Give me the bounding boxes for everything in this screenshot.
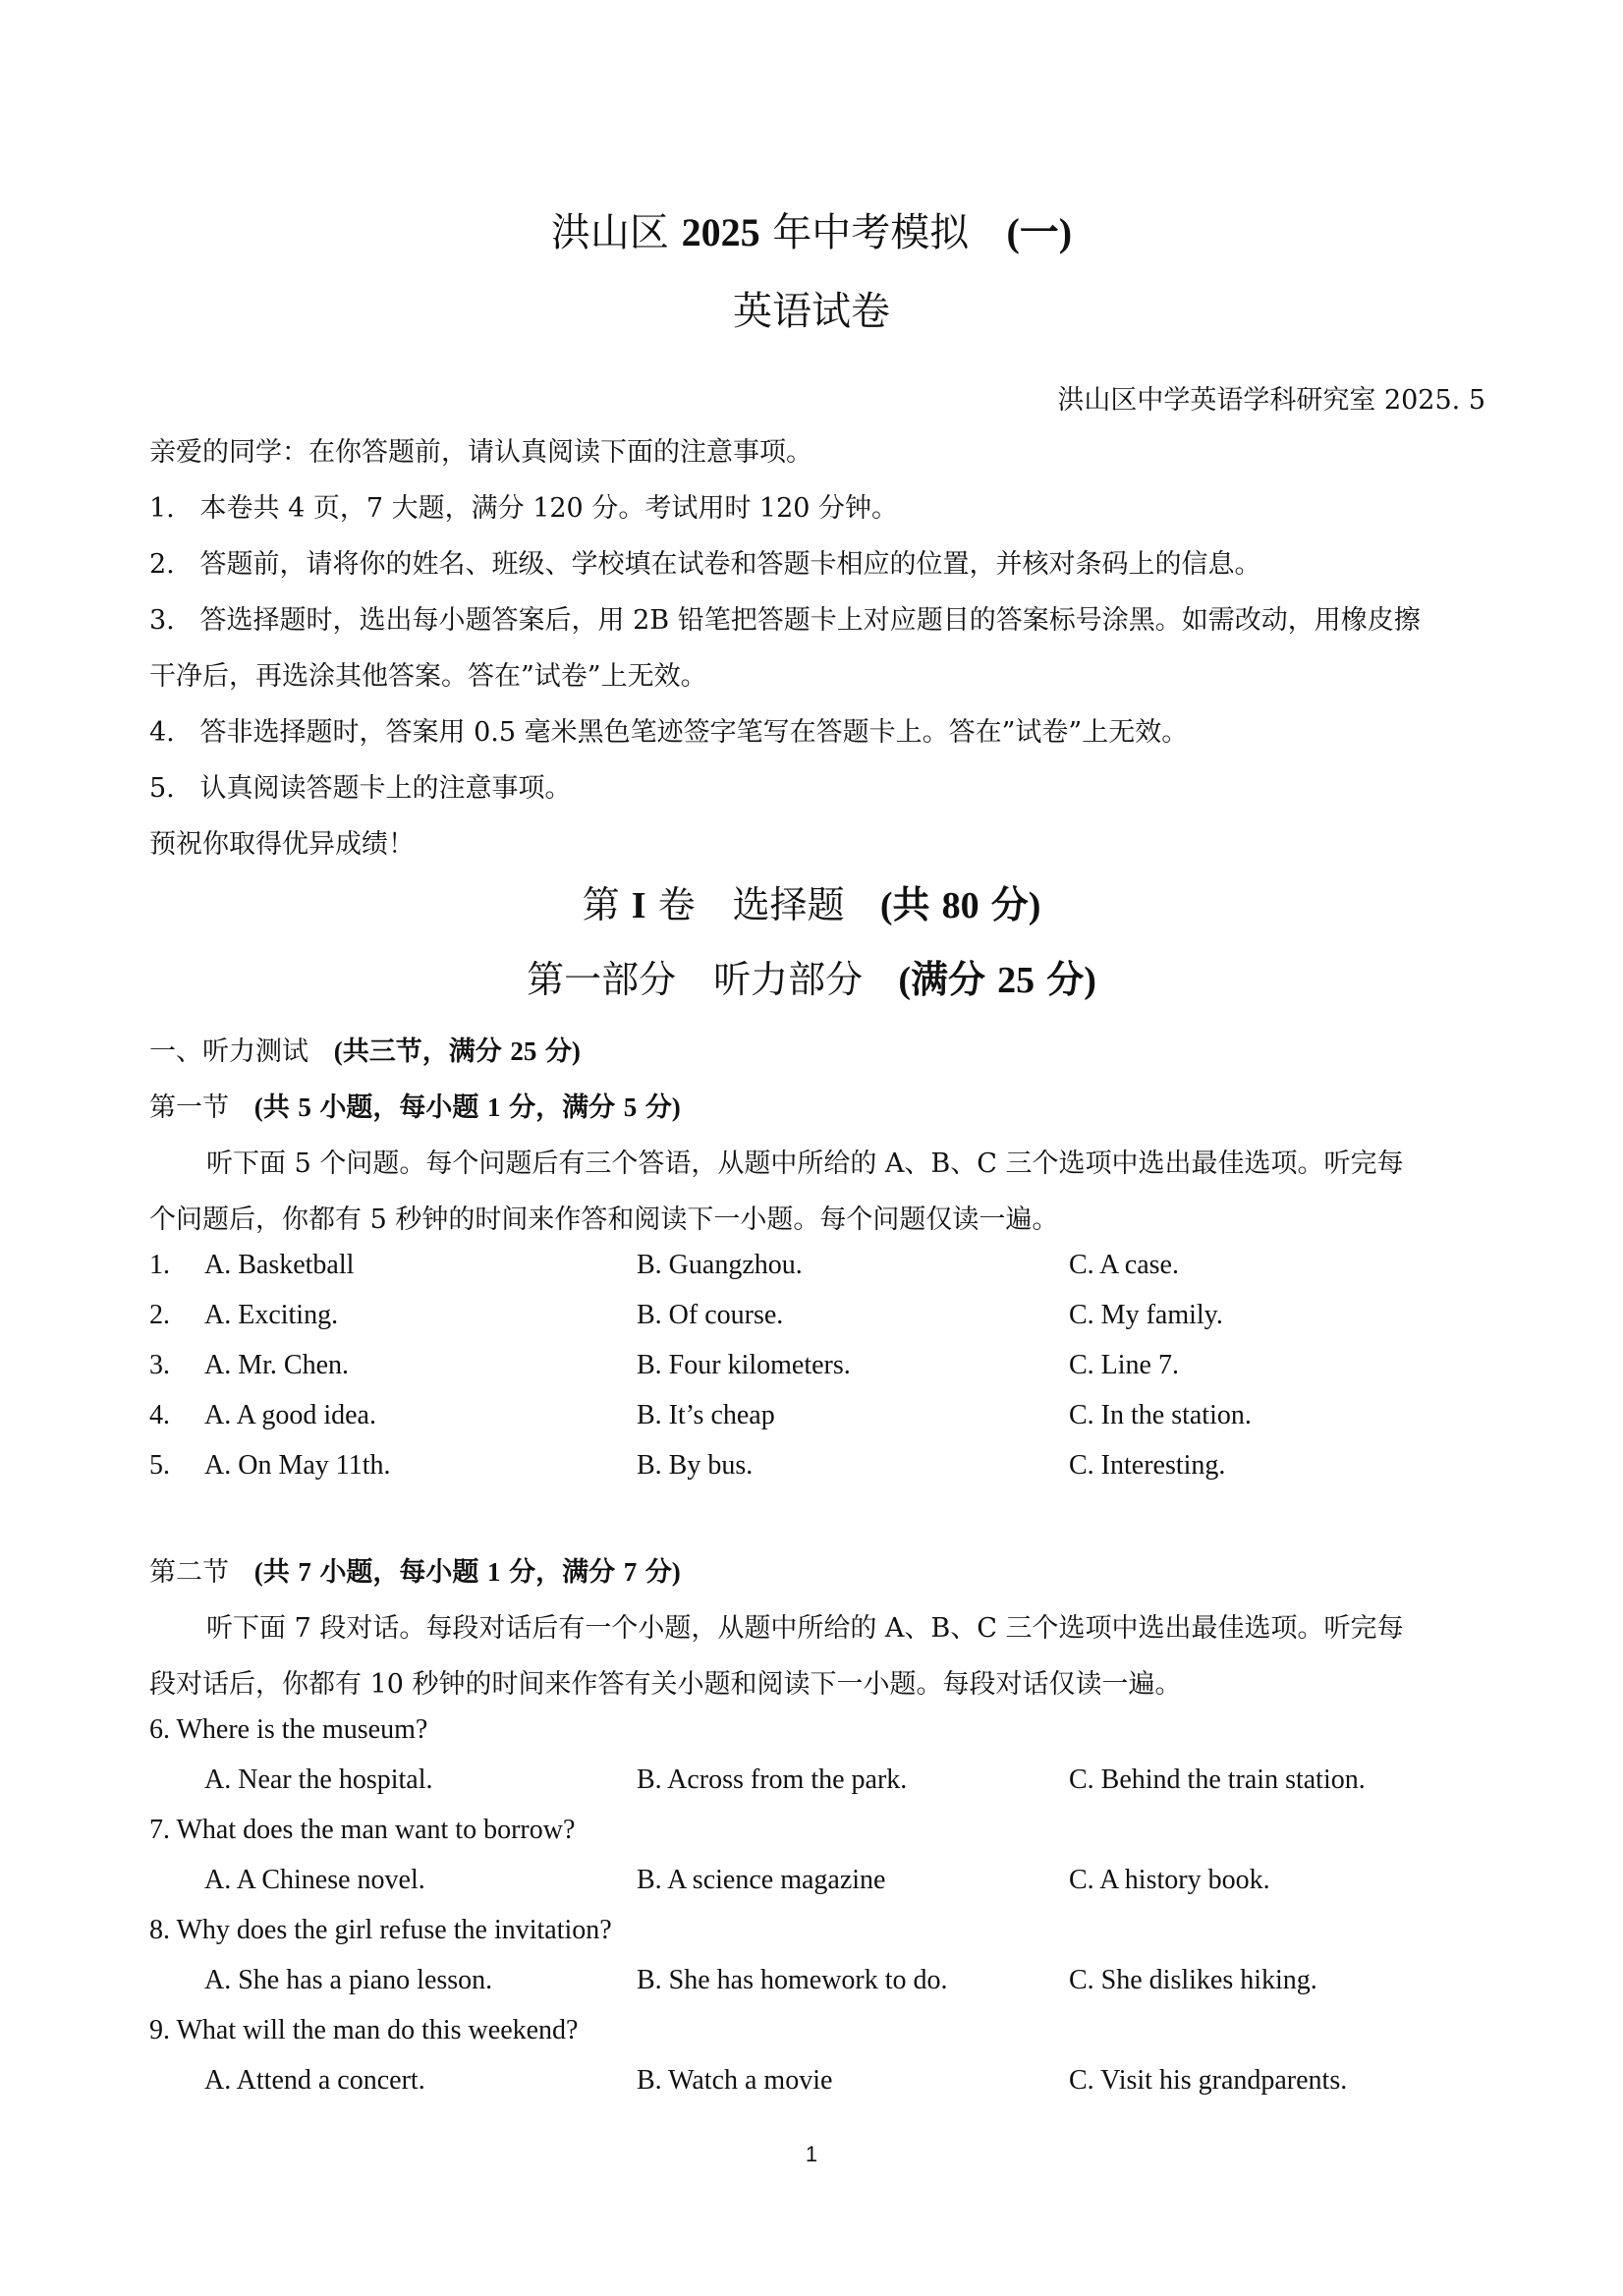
volume-title-b: I bbox=[631, 885, 646, 926]
option-c: C. My family. bbox=[1069, 1300, 1223, 1330]
notice-item bbox=[149, 542, 1261, 581]
notice-item-continued bbox=[149, 654, 707, 693]
section2-heading-d: 小题，每小题 bbox=[319, 1557, 479, 1587]
option-b: B. Watch a movie bbox=[637, 2065, 833, 2096]
option-a: A. Near the hospital. bbox=[204, 1764, 433, 1795]
option-a: A. Basketball bbox=[204, 1250, 355, 1280]
part-title-b: (满分 bbox=[898, 960, 986, 1001]
question-number: 5. bbox=[149, 1450, 170, 1481]
section1-heading-g: 5 bbox=[623, 1092, 638, 1122]
part-title-c: 25 bbox=[997, 960, 1035, 1001]
notice-text: 本卷共 4 页，7 大题，满分 120 分。考试用时 120 分钟。 bbox=[199, 493, 899, 524]
notice-text: 答非选择题时，答案用 0.5 毫米黑色笔迹签字笔写在答题卡上。答在”试卷”上无效。 bbox=[199, 717, 1189, 748]
section2-instruction: 段对话后，你都有 10 秒钟的时间来作答有关小题和阅读下一小题。每段对话仅读一遍。 bbox=[149, 1669, 1182, 1700]
section2-heading-b: (共 bbox=[253, 1557, 290, 1587]
option-c: C. She dislikes hiking. bbox=[1069, 1965, 1317, 1995]
option-a: A. On May 11th. bbox=[204, 1450, 391, 1481]
notice-text: 答选择题时，选出每小题答案后，用 2B 铅笔把答题卡上对应题目的答案标号涂黑。如需改动，用橡皮擦 bbox=[199, 605, 1421, 636]
section2-heading-h: 分) bbox=[644, 1557, 681, 1587]
section2-instruction: 听下面 7 段对话。每段对话后有一个小题，从题中所给的 A、B、C 三个选项中选出最佳选项。听完每 bbox=[206, 1613, 1404, 1644]
option-b: B. By bus. bbox=[637, 1450, 754, 1481]
volume-title-a: 第 bbox=[582, 883, 620, 926]
option-c: C. A case. bbox=[1069, 1250, 1179, 1280]
part-title-a: 第一部分 听力部分 bbox=[527, 958, 864, 1001]
part-heading bbox=[0, 949, 1623, 1003]
exam-subtitle: 英语试卷 bbox=[733, 289, 890, 334]
listening-heading-b: (共三节，满分 bbox=[333, 1036, 502, 1066]
notice-wish: 预祝你取得优异成绩！ bbox=[149, 829, 415, 860]
section1-heading-f: 分，满分 bbox=[509, 1092, 616, 1122]
notice-item bbox=[149, 710, 1188, 749]
section2-heading bbox=[149, 1550, 681, 1589]
question-number: 3. bbox=[149, 1350, 170, 1380]
section2-heading-g: 7 bbox=[623, 1557, 638, 1587]
part-title-d: 分) bbox=[1046, 960, 1096, 1001]
option-c: C. In the station. bbox=[1069, 1400, 1252, 1430]
page-number: 1 bbox=[805, 2142, 818, 2166]
option-c: C. Visit his grandparents. bbox=[1069, 2065, 1348, 2096]
question-stem: 9. What will the man do this weekend? bbox=[149, 2015, 579, 2045]
section1-heading-a: 第一节 bbox=[149, 1092, 229, 1123]
question-number: 4. bbox=[149, 1400, 170, 1430]
notice-text: 干净后，再选涂其他答案。答在”试卷”上无效。 bbox=[149, 661, 707, 692]
title-prefix: 洪山区 bbox=[550, 210, 669, 255]
section1-heading bbox=[149, 1086, 681, 1124]
section1-heading-b: (共 bbox=[253, 1092, 290, 1122]
notice-number: 5. bbox=[149, 773, 175, 804]
option-b: B. She has homework to do. bbox=[637, 1965, 948, 1995]
section1-instruction: 听下面 5 个问题。每个问题后有三个答语，从题中所给的 A、B、C 三个选项中选出最佳选项。听完每 bbox=[206, 1148, 1404, 1179]
option-a: A. A good idea. bbox=[204, 1400, 376, 1430]
section2-heading-a: 第二节 bbox=[149, 1557, 229, 1588]
question-stem: 8. Why does the girl refuse the invitation? bbox=[149, 1915, 612, 1945]
notice-item bbox=[149, 766, 572, 805]
option-a: A. She has a piano lesson. bbox=[204, 1965, 493, 1995]
volume-heading bbox=[0, 874, 1623, 928]
option-b: B. Of course. bbox=[637, 1300, 784, 1330]
option-b: B. Across from the park. bbox=[637, 1764, 908, 1795]
notice-number: 4. bbox=[149, 717, 175, 748]
option-c: C. Line 7. bbox=[1069, 1350, 1179, 1380]
notice-number: 2. bbox=[149, 549, 175, 580]
section1-heading-h: 分) bbox=[644, 1092, 681, 1122]
notice-text: 认真阅读答题卡上的注意事项。 bbox=[199, 773, 572, 804]
exam-title bbox=[0, 201, 1623, 257]
question-number: 2. bbox=[149, 1300, 170, 1330]
option-a: A. Mr. Chen. bbox=[204, 1350, 349, 1380]
notice-intro: 亲爱的同学：在你答题前，请认真阅读下面的注意事项。 bbox=[149, 437, 812, 468]
option-a: A. Exciting. bbox=[204, 1300, 339, 1330]
listening-heading-d: 分) bbox=[544, 1036, 581, 1066]
question-number: 1. bbox=[149, 1250, 170, 1280]
notice-item bbox=[149, 598, 1421, 637]
option-b: B. Four kilometers. bbox=[637, 1350, 851, 1380]
listening-heading bbox=[149, 1030, 581, 1068]
volume-title-f: 分) bbox=[990, 885, 1041, 926]
option-b: B. It’s cheap bbox=[637, 1400, 775, 1430]
section2-heading-f: 分，满分 bbox=[509, 1557, 616, 1587]
section2-heading-e: 1 bbox=[487, 1557, 501, 1587]
volume-title-e: 80 bbox=[941, 885, 979, 926]
section1-heading-e: 1 bbox=[487, 1092, 501, 1122]
volume-title-c: 卷 选择题 bbox=[657, 883, 845, 926]
listening-heading-c: 25 bbox=[510, 1036, 537, 1066]
notice-item bbox=[149, 486, 898, 525]
volume-title-d: (共 bbox=[879, 885, 930, 926]
section1-heading-d: 小题，每小题 bbox=[319, 1092, 479, 1122]
question-stem: 6. Where is the museum? bbox=[149, 1714, 428, 1745]
title-paren: (一) bbox=[1006, 210, 1073, 254]
option-a: A. A Chinese novel. bbox=[204, 1865, 425, 1895]
option-c: C. Behind the train station. bbox=[1069, 1764, 1366, 1795]
option-b: B. Guangzhou. bbox=[637, 1250, 803, 1280]
listening-heading-a: 一、听力测试 bbox=[149, 1036, 308, 1067]
title-year: 2025 bbox=[681, 210, 760, 254]
notice-number: 1. bbox=[149, 493, 175, 524]
section2-heading-c: 7 bbox=[298, 1557, 311, 1587]
title-suffix: 年中考模拟 bbox=[772, 210, 970, 255]
issuer-line: 洪山区中学英语学科研究室 2025. 5 bbox=[1057, 385, 1485, 416]
option-c: C. A history book. bbox=[1069, 1865, 1270, 1895]
section1-heading-c: 5 bbox=[298, 1092, 311, 1122]
option-a: A. Attend a concert. bbox=[204, 2065, 425, 2096]
notice-text: 答题前，请将你的姓名、班级、学校填在试卷和答题卡相应的位置，并核对条码上的信息。 bbox=[199, 549, 1261, 580]
option-c: C. Interesting. bbox=[1069, 1450, 1226, 1481]
section1-instruction: 个问题后，你都有 5 秒钟的时间来作答和阅读下一小题。每个问题仅读一遍。 bbox=[149, 1204, 1059, 1235]
question-stem: 7. What does the man want to borrow? bbox=[149, 1815, 576, 1845]
notice-number: 3. bbox=[149, 605, 175, 636]
option-b: B. A science magazine bbox=[637, 1865, 886, 1895]
